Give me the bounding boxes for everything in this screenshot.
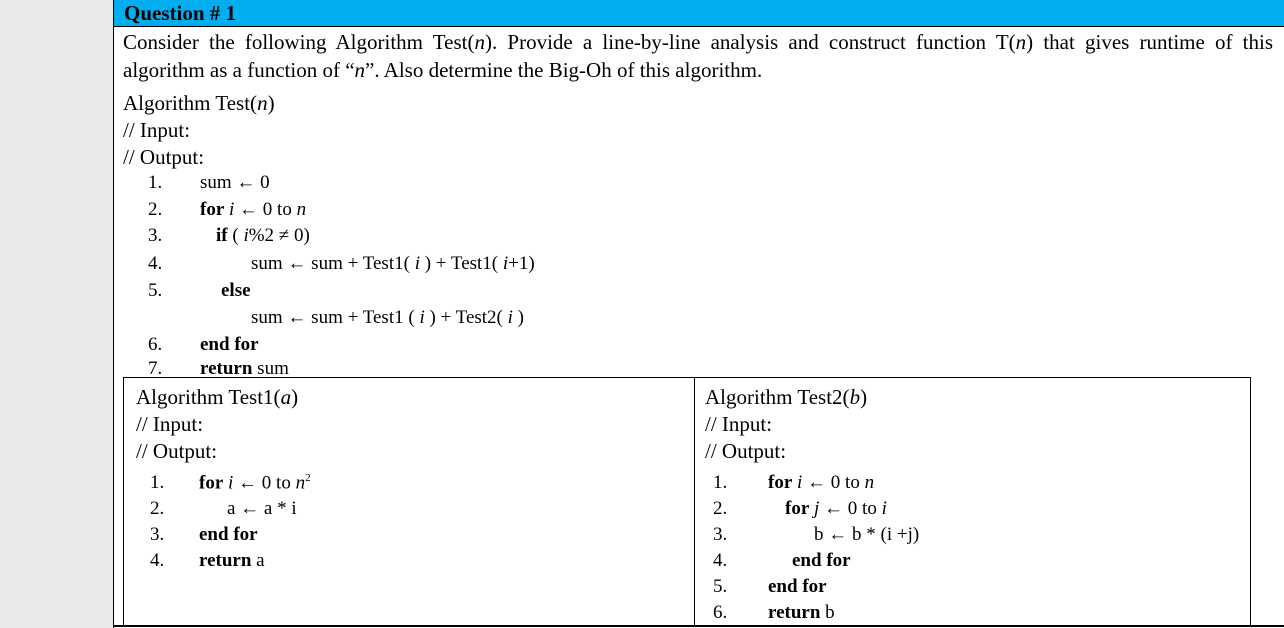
line-number: 2. <box>150 498 165 519</box>
code-line: for i ← 0 to n <box>200 199 307 220</box>
line-number: 1. <box>150 472 165 493</box>
main-algo-input: // Input: <box>123 118 191 142</box>
code-line: for i ← 0 to $n^2$ <box>199 472 311 494</box>
code-line: for i ← 0 to n <box>768 472 875 493</box>
line-number: 4. <box>150 550 165 571</box>
code-line: sum ← sum + Test1 ( i ) + Test2( i ) <box>251 307 524 328</box>
test1-output: // Output: <box>136 439 218 463</box>
code-line: end for <box>792 550 851 571</box>
line-number: 7. <box>148 358 163 379</box>
sub-algorithms-table <box>123 377 1251 627</box>
code-line: b ← b * (i +j) <box>814 524 920 545</box>
line-number: 6. <box>148 334 163 355</box>
code-line: else <box>221 280 251 301</box>
line-number: 3. <box>150 524 165 545</box>
line-number: 4. <box>148 253 163 274</box>
question-intro: Consider the following Algorithm Test(n). Provide a line-by-line analysis and construct function T(n) that gives runtime of this algorithm as a function of “n”. Also determine the Big-Oh of this algorithm. <box>123 30 1274 82</box>
test2-header: Algorithm Test2(b) <box>705 385 868 409</box>
left-gutter <box>0 0 113 628</box>
test2-input: // Input: <box>705 412 773 436</box>
line-number: 2. <box>713 498 728 519</box>
code-line: a ← a * i <box>227 498 297 519</box>
code-line: sum ← sum + Test1( i ) + Test1( i+1) <box>251 253 535 274</box>
line-number: 3. <box>713 524 728 545</box>
code-line: end for <box>768 576 827 597</box>
code-line: sum ← 0 <box>200 172 270 193</box>
code-line: return b <box>768 602 835 623</box>
column-divider <box>694 378 695 626</box>
line-number: 5. <box>148 280 163 301</box>
main-algo-header: Algorithm Test(n) <box>123 91 275 115</box>
line-number: 5. <box>713 576 728 597</box>
document-page <box>113 0 1284 628</box>
line-number: 1. <box>148 172 163 193</box>
line-number: 4. <box>713 550 728 571</box>
code-line: if ( i%2 ≠ 0) <box>216 225 310 246</box>
code-line: return sum <box>200 358 289 379</box>
code-line: end for <box>200 334 259 355</box>
test2-output: // Output: <box>705 439 787 463</box>
code-line: return a <box>199 550 265 571</box>
question-header <box>113 0 1284 26</box>
line-number: 2. <box>148 199 163 220</box>
code-line: end for <box>199 524 258 545</box>
main-algo-output: // Output: <box>123 145 205 169</box>
code-line: for j ← 0 to i <box>785 498 887 519</box>
question-title: Question # 1 <box>124 1 237 25</box>
test1-input: // Input: <box>136 412 204 436</box>
line-number: 3. <box>148 225 163 246</box>
line-number: 6. <box>713 602 728 623</box>
test1-header: Algorithm Test1(a) <box>136 385 299 409</box>
line-number: 1. <box>713 472 728 493</box>
bottom-rule <box>113 625 1284 627</box>
